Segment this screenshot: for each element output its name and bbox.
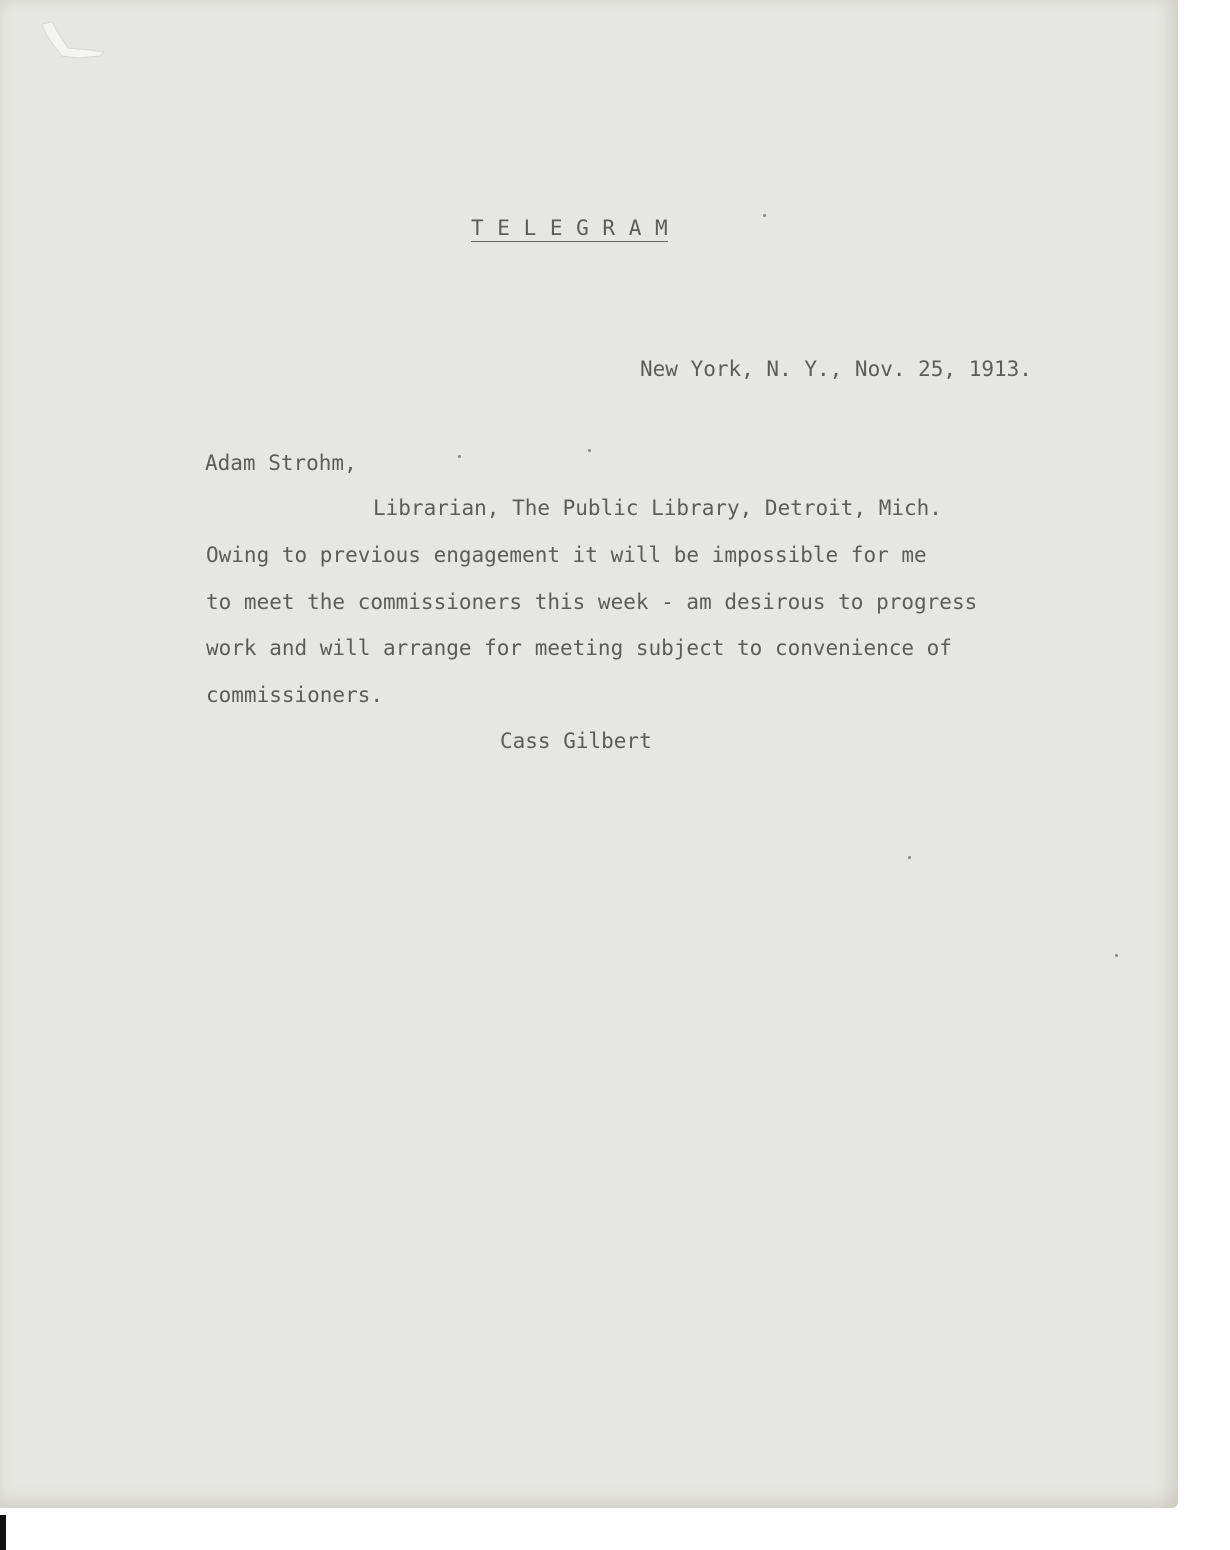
addressee-title: Librarian, The Public Library, Detroit, Mich. <box>373 496 942 520</box>
document-title: T E L E G R A M <box>471 216 669 240</box>
body-line: Owing to previous engagement it will be impossible for me <box>206 543 927 567</box>
signature: Cass Gilbert <box>500 729 652 753</box>
ink-speck <box>908 856 911 859</box>
ink-speck <box>588 449 591 452</box>
body-line: commissioners. <box>206 683 384 707</box>
addressee: Adam Strohm, <box>205 451 357 475</box>
ink-speck <box>458 455 461 458</box>
body-line: work and will arrange for meeting subject to convenience of <box>206 636 952 660</box>
dateline: New York, N. Y., Nov. 25, 1913. <box>640 357 1032 381</box>
scan-edge <box>0 1515 6 1550</box>
paper-tear-mark <box>38 22 108 62</box>
body-line: to meet the commissioners this week - am desirous to progress <box>206 590 978 614</box>
ink-speck <box>763 214 766 217</box>
ink-speck <box>1115 954 1118 957</box>
